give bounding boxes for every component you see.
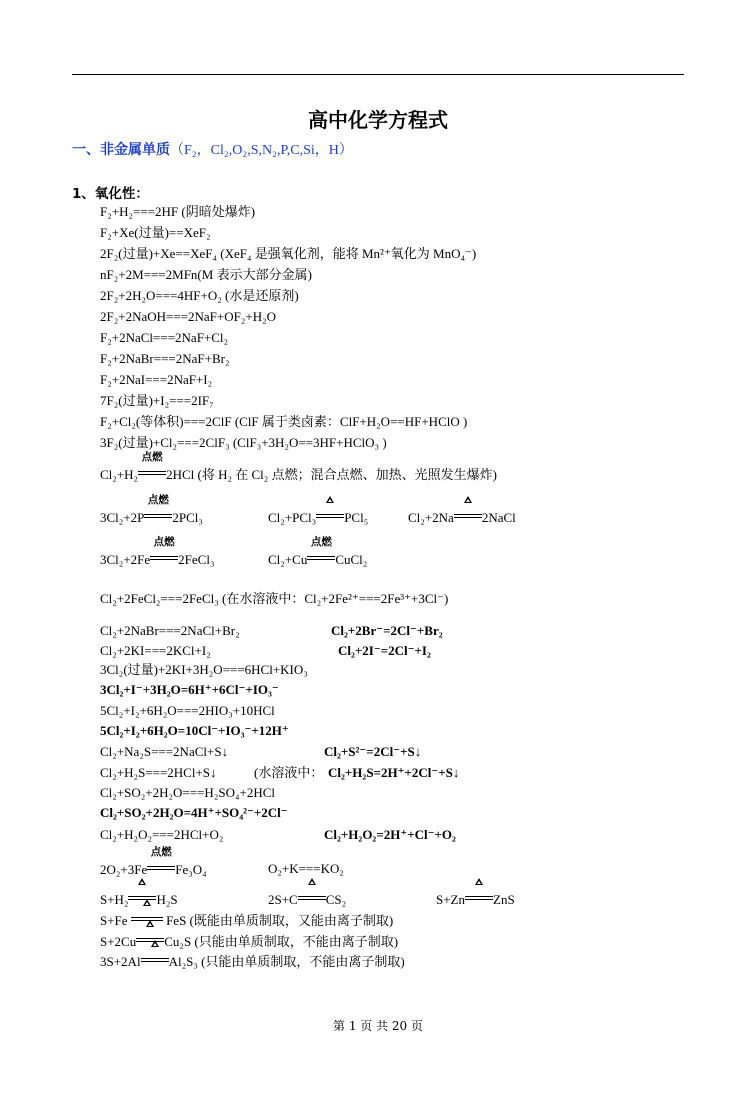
equation-row [100,764,560,784]
reaction-arrow [316,508,344,522]
equation-reactants: Cl₂+2Na [408,510,454,525]
ignite-condition: 点燃 [141,451,163,463]
heat-triangle-icon [475,878,483,885]
equation-row [100,826,560,846]
ionic-equation: Cl₂+SO₂+2H₂O=4H⁺+SO₄²⁻+2Cl⁻ [100,805,288,820]
equation-reactants: 2O₂+3Fe [100,862,148,877]
heat-triangle-icon [146,920,154,927]
equation-line: F₂+Xe(过量)==XeF₂ [100,225,211,240]
ionic-equation: 5Cl₂+I₂+6H₂O=10Cl⁻+IO₃⁻+12H⁺ [100,723,289,738]
equation-line: 7F₂(过量)+I₂===2IF₇ [100,393,214,408]
equation-line: F₂+2NaBr===2NaF+Br₂ [100,351,230,366]
ionic-equation: Cl₂+S²⁻=2Cl⁻+S↓ [324,744,422,759]
equation-note: (水溶液中： [254,765,324,780]
page-footer: 第 1 页 共 20 页 [333,1019,423,1033]
equation-reactants: 2S+C [268,892,298,907]
equation-row [100,890,560,910]
equation-products: 2HCl (将 H₂ 在 Cl₂ 点燃；混合点燃、加热、光照发生爆炸) [166,467,497,482]
heat-triangle-icon [326,496,334,503]
molecular-equation: Cl₂+H₂S===2HCl+S↓ [100,765,217,780]
reaction-arrow [307,536,335,564]
equation-line: F₂+Cl₂(等体积)===2ClF (ClF 属于类卤素：ClF+H₂O==HF+HClO ) [100,414,468,429]
heat-triangle-icon [464,496,472,503]
equation-line: 2F₂+2NaOH===2NaF+OF₂+H₂O [100,309,277,324]
section-heading [72,139,353,159]
molecular-equation: Cl₂+2KI===2KCl+I₂ [100,643,211,658]
ignite-condition: 点燃 [310,536,332,548]
equation-row [100,743,560,763]
equation-reactants: Cl₂+PCl₃ [268,510,317,525]
reaction-arrow [138,451,166,479]
equation-products: Cu₂S (只能由单质制取，不能由离子制取) [164,934,399,949]
equation-row [100,622,560,642]
section-heading-text: 一、非金属单质 [72,142,170,158]
equation-products: CuCl₂ [335,552,368,567]
ionic-equation: Cl₂+2Br⁻=2Cl⁻+Br₂ [331,623,443,638]
equation-line: F₂+2NaCl===2NaF+Cl₂ [100,330,229,345]
molecular-equation: Cl₂+Na₂S===2NaCl+S↓ [100,744,229,759]
equation-products: 2PCl₃ [172,510,203,525]
reaction-arrow [298,890,326,904]
equation-reactants: S+Zn [436,892,466,907]
header-rule [72,74,684,75]
equation-reactants: 3S+2Al [100,954,141,969]
molecular-equation: O₂+K===KO₂ [268,861,344,876]
ignite-condition: 点燃 [150,846,172,858]
molecular-equation: Cl₂+H₂O₂===2HCl+O₂ [100,827,224,842]
reaction-arrow [454,508,482,522]
equation-reactants: 3Cl₂+2P [100,510,145,525]
equation-line: Cl₂+2FeCl₂===2FeCl₃ (在水溶液中：Cl₂+2Fe²⁺===2Fe³⁺+3Cl⁻) [100,591,449,606]
equation-line: 3Cl₂(过量)+2KI+3H₂O===6HCl+KIO₃ [100,662,308,677]
equation-products: 2FeCl₃ [178,552,215,567]
equation-reactants: Cl₂+H₂ [100,467,139,482]
equation-products: FeS (既能由单质制取，又能由离子制取) [166,913,394,928]
equation-products: Al₂S₃ (只能由单质制取，不能由离子制取) [168,954,405,969]
equation-products: PCl₅ [344,510,369,525]
section-heading-elements: （F₂，Cl₂,O₂,S,N₂,P,C,Si，H） [170,143,353,158]
equation-line: F₂+H₂===2HF (阴暗处爆炸) [100,204,256,219]
equation-reactants: 3Cl₂+2Fe [100,552,151,567]
equation-line: 3F₂(过量)+Cl₂===2ClF₃ (ClF₃+3H₂O==3HF+HClO₃ ) [100,435,387,450]
ionic-equation: 3Cl₂+I⁻+3H₂O=6H⁺+6Cl⁻+IO₃⁻ [100,682,279,697]
equation-line: F₂+2NaI===2NaF+I₂ [100,372,213,387]
heat-triangle-icon [308,878,316,885]
equation-line: Cl₂+SO₂+2H₂O===H₂SO₄+2HCl [100,785,276,800]
equation-products: H₂S [156,892,178,907]
reaction-arrow [465,890,493,904]
equation-line [100,952,405,971]
equation-reactants: S+2Cu [100,934,137,949]
ignite-condition: 点燃 [153,536,175,548]
equation-products: Fe₃O₄ [175,862,207,877]
equation-line [100,451,497,484]
equation-row [100,642,560,662]
equation-products: ZnS [493,892,515,907]
ionic-equation: Cl₂+2I⁻=2Cl⁻+I₂ [338,643,431,658]
equation-line: 5Cl₂+I₂+6H₂O===2HIO₃+10HCl [100,703,275,718]
equation-line: 2F₂(过量)+Xe==XeF₄ (XeF₄ 是强氧化剂，能将 Mn²⁺氧化为 MnO₄⁻) [100,246,477,261]
equation-products: 2NaCl [481,510,516,525]
equation-reactants: Cl₂+Cu [268,552,308,567]
page-title: 高中化学方程式 [308,108,448,132]
heat-triangle-icon [143,899,151,906]
reaction-arrow [150,536,178,564]
subsection-heading: 1、氧化性： [72,186,149,202]
heat-triangle-icon [138,878,146,885]
heat-triangle-icon [151,940,159,947]
equation-row [100,494,560,528]
reaction-arrow [147,846,175,874]
ignite-condition: 点燃 [147,494,169,506]
equation-reactants: S+Fe [100,913,128,928]
equation-reactants: S+H₂ [100,892,129,907]
equation-line: 2F₂+2H₂O===4HF+O₂ (水是还原剂) [100,288,299,303]
equation-line: nF₂+2M===2MFn(M 表示大部分金属) [100,267,312,282]
reaction-arrow [144,494,172,522]
ionic-equation: Cl₂+H₂S=2H⁺+2Cl⁻+S↓ [328,765,460,780]
equation-products: CS₂ [325,892,347,907]
reaction-arrow [141,952,169,966]
ionic-equation: Cl₂+H₂O₂=2H⁺+Cl⁻+O₂ [324,827,456,842]
equation-row [100,536,440,570]
molecular-equation: Cl₂+2NaBr===2NaCl+Br₂ [100,623,240,638]
